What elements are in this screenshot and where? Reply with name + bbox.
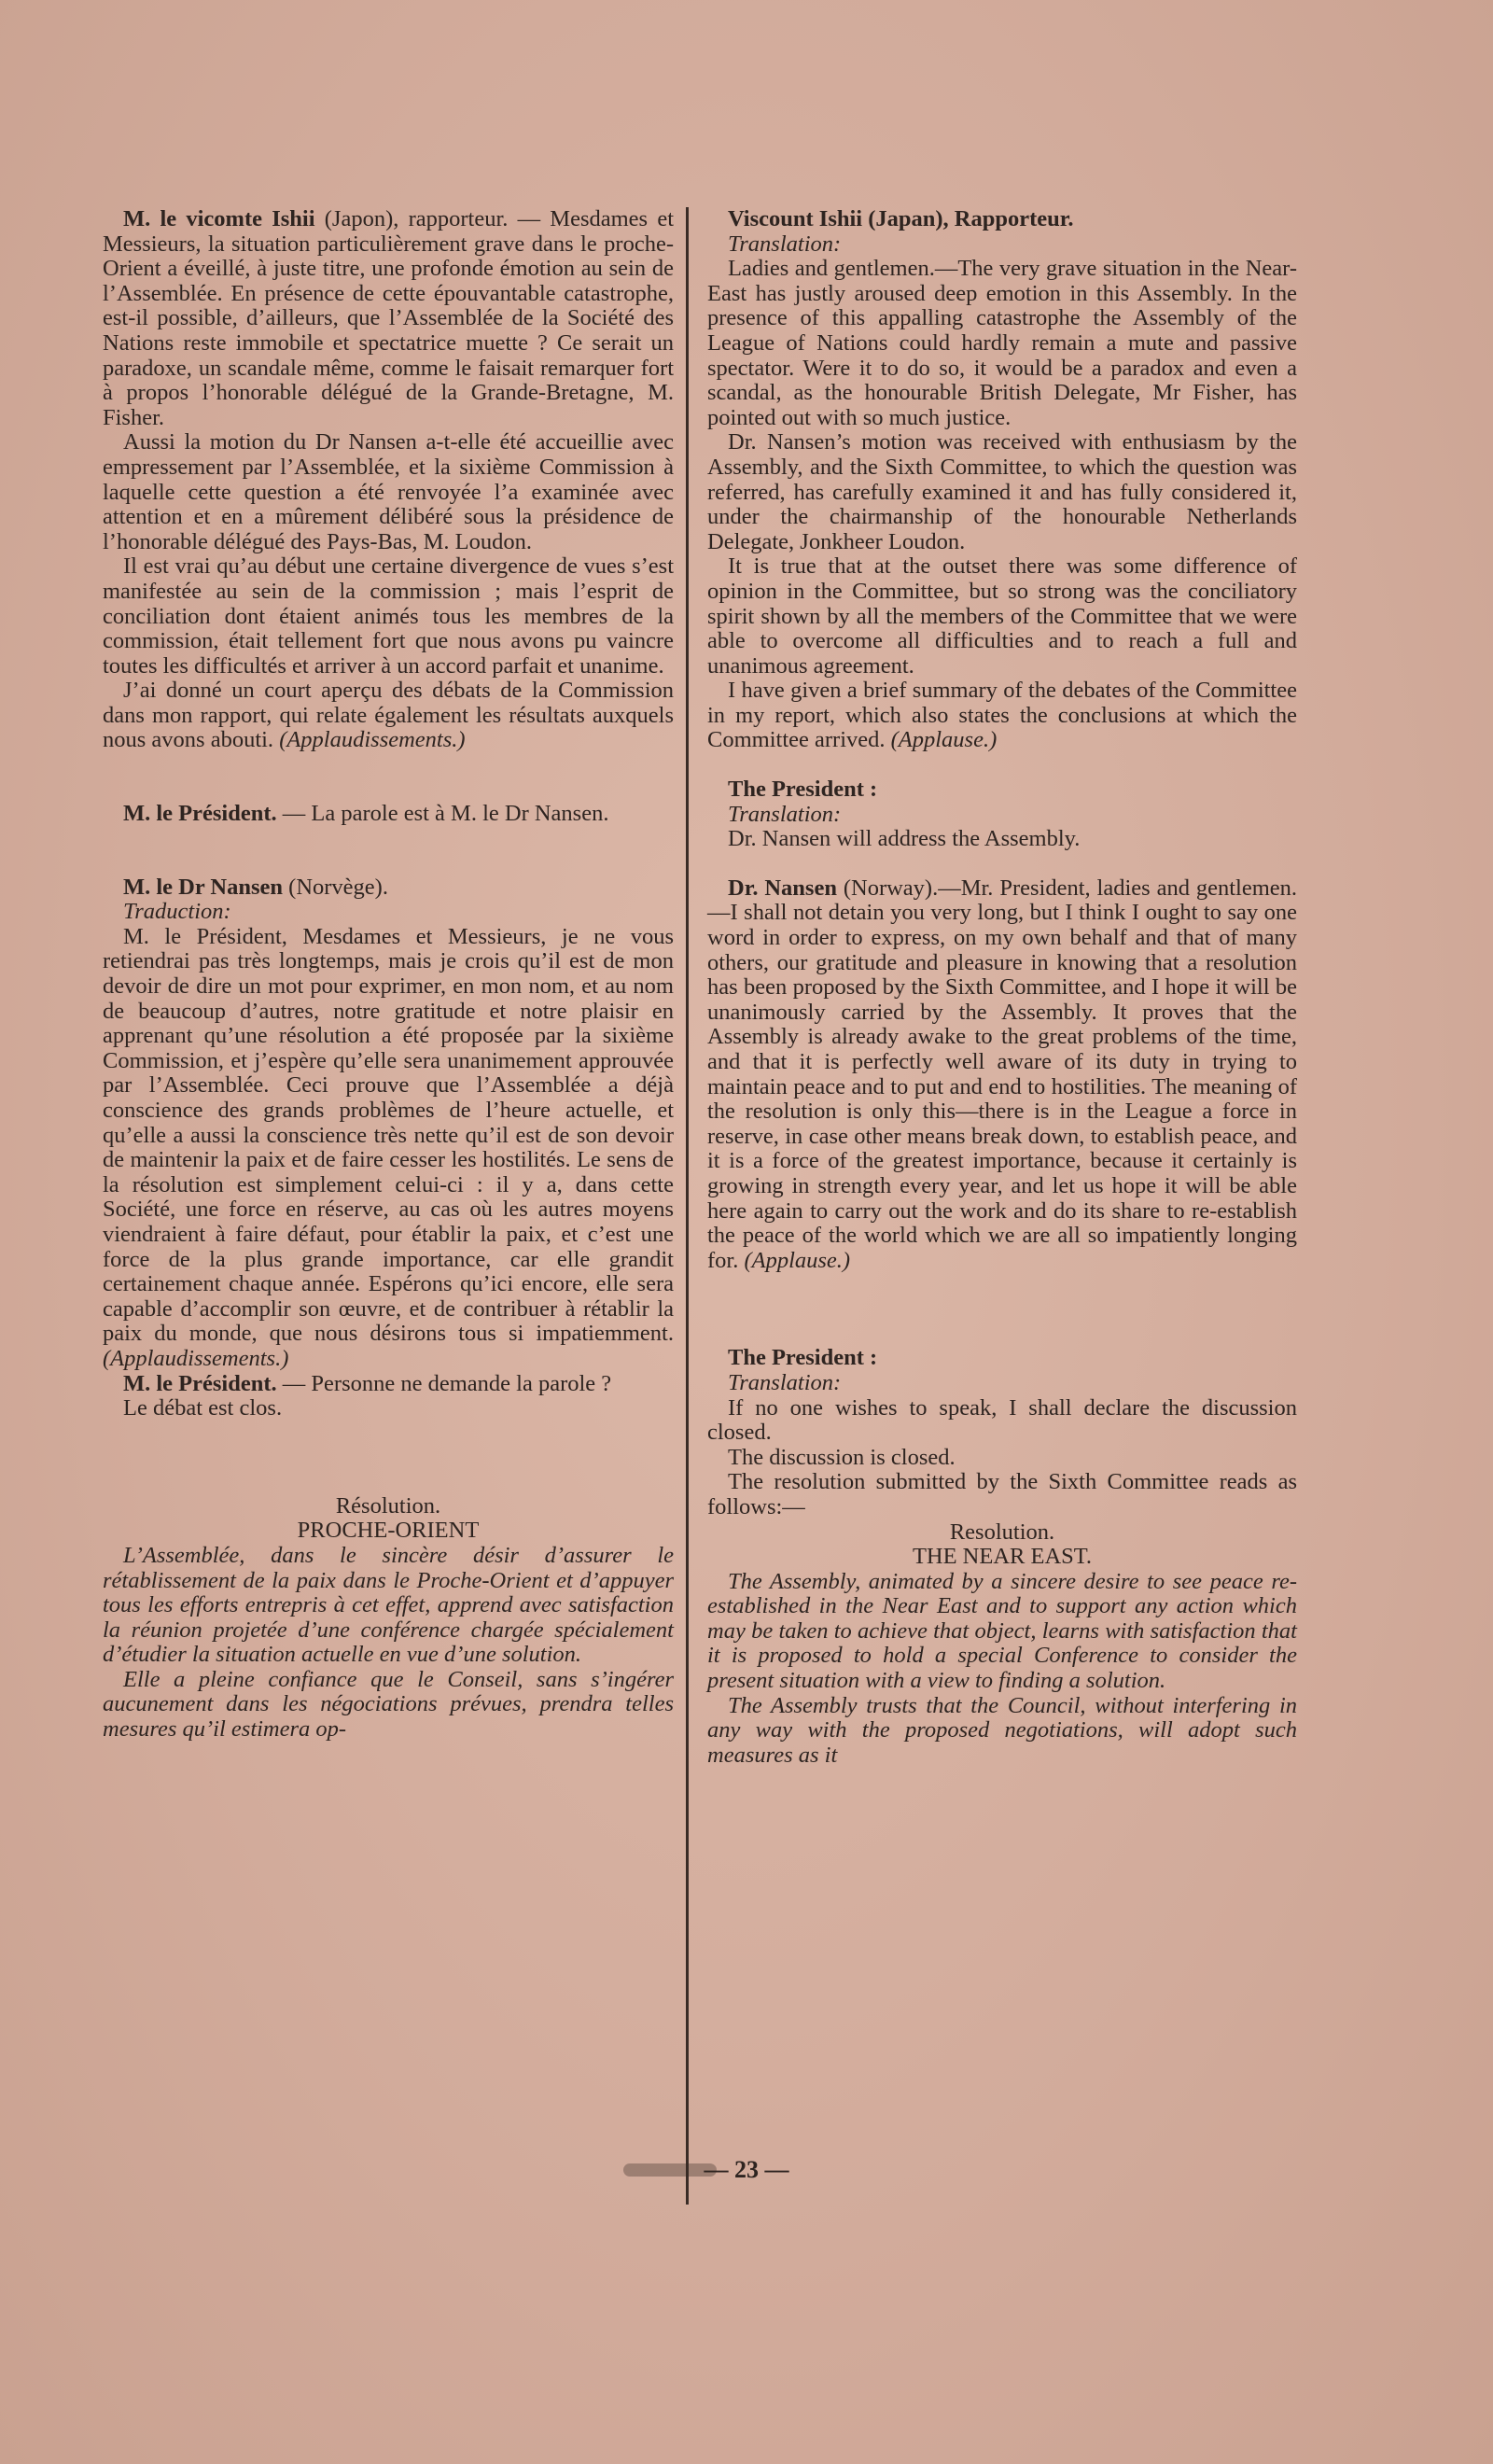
- page-number: — 23 —: [704, 2156, 789, 2183]
- translation-label: Translation:: [728, 1369, 842, 1395]
- resolution-text-fr: Elle a pleine confiance que le Conseil, sans s’ingérer aucunement dans les négociations prévues, prendra telles mesures qu’il estimera op-: [103, 1666, 674, 1743]
- resolution-text-en: The Assembly trusts that the Council, without interfering in any way with the proposed negotiations, will adopt such measures as it: [707, 1692, 1297, 1768]
- nansen-speech-fr: M. le Président, Mesdames et Messieurs, je ne vous retiendrai pas très longtemps, mais je crois qu’il est de mon devoir de dire un mot pour exprimer, en mon nom, et au nom de beaucoup d’autres, notre gratitude et notre plaisir en apprenant qu’une résolution a été proposée par la sixième Commission, et j’espère qu’elle sera unanimement approuvée par l’Assemblée. Ceci prouve que l’Assemblée a déjà conscience des grands problèmes de l’heure actuelle, et qu’elle a aussi la conscience très nette qu’il est de son devoir de maintenir la paix et de faire cesser les hostilités. Le sens de la résolution est simplement celui-ci : il y a, dans cette Société, une force en réserve, au cas où les autres moyens viendraient à faire défaut, pour établir la paix, et c’est une force de la plus grande importance, car elle grandit certainement chaque année. Espérons qu’ici encore, elle sera capable d’accomplir son œuvre, et de contribuer à rétablir la paix du monde, que nous désirons tous si impatiemment. (Applaudissements.): [103, 923, 674, 1371]
- president-statement-fr: M. le Président. — La parole est à M. le Dr Nansen.: [123, 801, 609, 827]
- english-column: [707, 207, 1297, 1768]
- ishii-heading-en: Viscount Ishii (Japan), Rapporteur.: [728, 206, 1074, 231]
- resolution-title-fr: Résolution.: [335, 1492, 441, 1519]
- translation-label: Translation:: [728, 801, 842, 827]
- paragraph: I have given a brief summary of the debates of the Committee in my report, which also states the conclusions at which the Committee arrived. (Applause.): [707, 678, 1297, 753]
- paragraph: If no one wishes to speak, I shall declare the discussion closed.: [707, 1394, 1297, 1446]
- traduction-label: Traduction:: [123, 899, 231, 925]
- speaker-name: M. le vicomte Ishii: [123, 206, 315, 231]
- debate-closed: Le débat est clos.: [123, 1395, 283, 1421]
- paragraph: Aussi la motion du Dr Nansen a-t-elle été accueillie avec empressement par l’Assemblée, et la sixième Commission à laquelle cette question a été renvoyée l’a examinée avec attention et en a mûrement délibéré sous la présidence de l’honorable délégué des Pays-Bas, M. Loudon.: [103, 429, 674, 554]
- paragraph: It is true that at the outset there was some difference of opinion in the Committee, but so strong was the conciliatory spirit shown by all the members of the Committee that we were able to overcome all difficulties and to reach a full and unanimous agreement.: [707, 553, 1297, 679]
- president-heading-en: The President :: [728, 777, 878, 803]
- paragraph: Ladies and gentlemen.—The very grave situation in the Near-East has justly aroused deep emotion in this Assembly. In the presence of this appalling catastrophe the Assembly of the League of Nations could hardly remain a mute and passive spectator. Were it to do so, it would be a paradox and even a scandal, as the honourable British Delegate, Mr Fisher, has pointed out with so much justice.: [707, 256, 1297, 430]
- translation-label: Translation:: [728, 231, 842, 257]
- resolution-title-en: Resolution.: [949, 1519, 1055, 1545]
- resolution-text-en: The Assembly, animated by a sincere desire to see peace re-established in the Near East and to support any action which may be taken to achieve that object, learns with satisfaction that it is proposed to hold a special Conference to consider the present situation with a view to finding a solution.: [707, 1568, 1297, 1694]
- paragraph: The discussion is closed.: [728, 1444, 956, 1470]
- nansen-heading-fr: M. le Dr Nansen (Norvège).: [123, 874, 388, 900]
- ishii-speech-fr: M. le vicomte Ishii (Japon), rapporteur. — Mesdames et Messieurs, la situation particulièrement grave dans le proche-Orient a éveillé, à juste titre, une profonde émotion au sein de l’Assemblée. En présence de cette épouvantable catastrophe, est-il possible, d’ailleurs, que l’Assemblée de la Société des Nations reste immobile et spectatrice muette ? Ce serait un paradoxe, un scandale même, comme le faisait remarquer fort à propos l’honorable délégué de la Grande-Bretagne, M. Fisher.: [103, 206, 674, 430]
- french-column: [103, 207, 674, 1743]
- president-statement-fr: M. le Président. — Personne ne demande la parole ?: [123, 1370, 612, 1396]
- column-divider: [686, 207, 689, 2205]
- paragraph: Il est vrai qu’au début une certaine divergence de vues s’est manifestée au sein de la commission ; mais l’esprit de conciliation dont étaient animés tous les membres de la commission, était tellement fort que nous avons pu vaincre toutes les difficultés et arriver à un accord parfait et unanime.: [103, 553, 674, 679]
- resolution-subtitle-en: THE NEAR EAST.: [912, 1544, 1093, 1570]
- paragraph: Dr. Nansen’s motion was received with enthusiasm by the Assembly, and the Sixth Committee, to which the question was referred, has carefully examined it and has fully considered it, under the chairmanship of the honourable Netherlands Delegate, Jonkheer Loudon.: [707, 429, 1297, 554]
- president-heading-en: The President :: [728, 1345, 878, 1371]
- paragraph: Dr. Nansen will address the Assembly.: [728, 826, 1081, 852]
- paragraph: J’ai donné un court aperçu des débats de la Commission dans mon rapport, qui relate également les résultats auxquels nous avons abouti. (Applaudissements.): [103, 678, 674, 753]
- resolution-subtitle-fr: PROCHE-ORIENT: [297, 1518, 480, 1544]
- resolution-text-fr: L’Assemblée, dans le sincère désir d’assurer le rétablissement de la paix dans le Proche-Orient et d’appuyer tous les efforts entrepris à cet effet, apprend avec satisfaction la réunion projetée d’une conférence chargée spécialement d’étudier la situation actuelle en vue d’une solution.: [103, 1542, 674, 1668]
- nansen-speech-en: Dr. Nansen (Norway).—Mr. President, ladies and gentlemen.—I shall not detain you very long, but I think I ought to say one word in order to express, on my own behalf and that of many others, our gratitude and pleasure in knowing that a resolution has been proposed by the Sixth Committee, and I hope it will be unanimously carried by the Assembly. It proves that the Assembly is already awake to the great problems of the time, and that it is perfectly well aware of its duty in trying to maintain peace and to put and end to hostilities. The meaning of the resolution is only this—there is in the League a force in reserve, in case other means break down, to establish peace, and it is a force of the greatest importance, because it certainly is growing in strength every year, and let us hope it will be able here again to carry out the work and do its share to re-establish the peace of the world which we are all so impatiently longing for. (Applause.): [707, 875, 1298, 1273]
- paragraph: The resolution submitted by the Sixth Committee reads as follows:—: [707, 1469, 1297, 1519]
